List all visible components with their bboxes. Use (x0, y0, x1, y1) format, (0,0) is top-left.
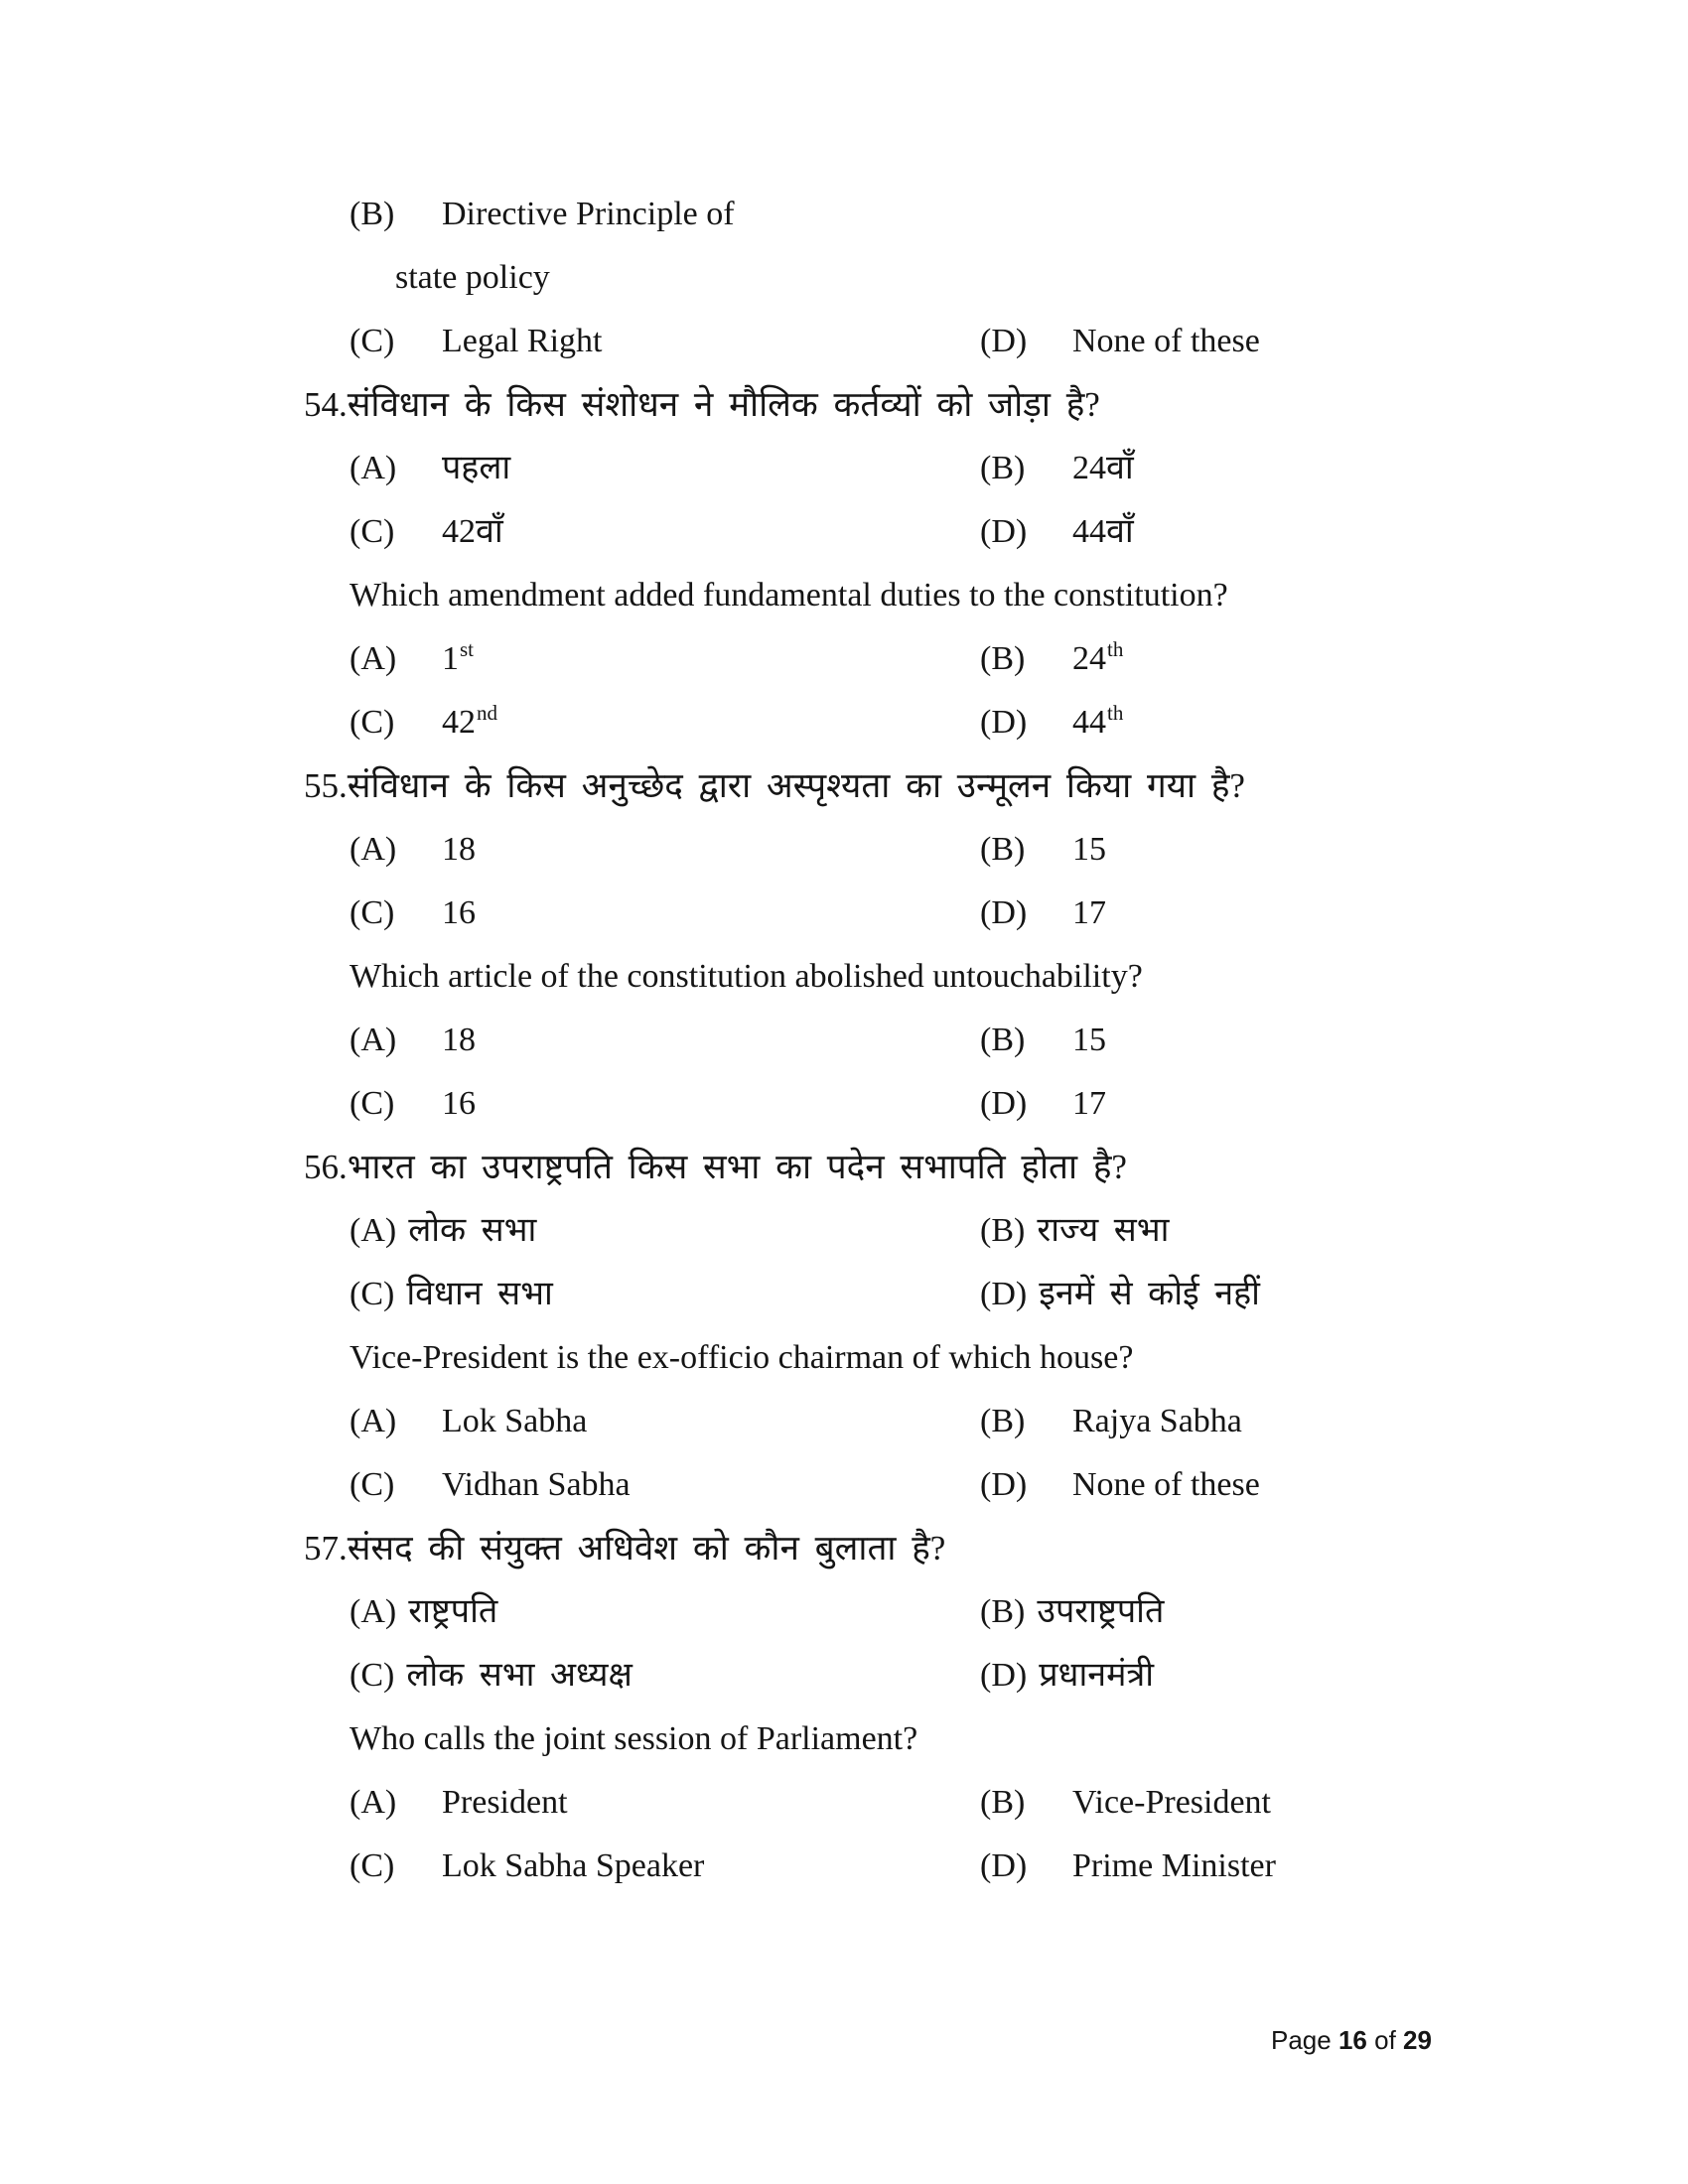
option-text: 17 (1072, 1085, 1106, 1122)
footer-total-pages: 29 (1403, 2025, 1432, 2055)
option-text (1072, 637, 1124, 677)
q56-english-option-a (350, 1403, 587, 1439)
option-letter: (B) (980, 1212, 1026, 1249)
option-letter: (B) (980, 1403, 1026, 1439)
option-text: लोक सभा (408, 1212, 537, 1249)
q55-hindi-option-c (350, 894, 476, 931)
footer-page-number: 16 (1337, 2025, 1367, 2055)
q54-hindi-option-a (350, 450, 510, 486)
option-letter: (A) (350, 1784, 397, 1821)
option-text: 18 (442, 831, 476, 868)
option-letter: (A) (350, 640, 397, 677)
q55-english-option-a (350, 1022, 476, 1058)
option-text: विधान सभा (406, 1276, 553, 1312)
option-letter: (D) (980, 323, 1028, 359)
option-letter: (D) (980, 1657, 1028, 1694)
q55-hindi-question: 55.संविधान के किस अनुच्छेद द्वारा अस्पृश्यता का उन्मूलन किया गया है? (304, 766, 1245, 805)
option-letter: (B) (980, 1593, 1026, 1630)
option-text (1072, 701, 1124, 741)
q57-hindi-option-d (980, 1657, 1154, 1694)
q56-hindi-option-b (980, 1212, 1169, 1249)
option-letter: (A) (350, 1022, 397, 1058)
option-letter: (A) (350, 831, 397, 868)
option-letter: (D) (980, 1276, 1028, 1312)
option-letter: (C) (350, 1847, 395, 1884)
option-text: None of these (1072, 1466, 1260, 1503)
option-text: 24वाँ (1072, 450, 1134, 486)
q54-english-question: Which amendment added fundamental duties to the constitution? (350, 577, 1228, 614)
option-text: 44वाँ (1072, 513, 1134, 550)
q57-english-option-c (350, 1847, 704, 1884)
option-letter: (B) (980, 450, 1026, 486)
option-letter: (B) (980, 831, 1026, 868)
option-letter: (D) (980, 513, 1028, 550)
option-letter: (A) (350, 1403, 397, 1439)
q57-english-question: Who calls the joint session of Parliament? (350, 1720, 918, 1757)
q56-hindi-option-d (980, 1276, 1260, 1312)
option-letter: (A) (350, 1593, 397, 1630)
q56-english-option-b (980, 1403, 1242, 1439)
q55-hindi-option-a (350, 831, 476, 868)
option-text: 16 (442, 1085, 476, 1122)
q56-english-option-d (980, 1466, 1260, 1503)
option-letter: (C) (350, 1657, 395, 1694)
q55-english-question: Which article of the constitution abolished untouchability? (350, 958, 1143, 995)
q57-english-option-b (980, 1784, 1271, 1821)
option-letter: (D) (980, 1466, 1028, 1503)
ordinal-suffix: th (1107, 637, 1124, 661)
option-text: 16 (442, 894, 476, 931)
option-text (442, 701, 497, 741)
page-footer (1271, 2025, 1432, 2056)
footer-of-label: of (1374, 2025, 1396, 2055)
option-text: President (442, 1784, 568, 1821)
ordinal-number: 1 (442, 640, 459, 677)
q56-hindi-question: 56.भारत का उपराष्ट्रपति किस सभा का पदेन सभापति होता है? (304, 1148, 1127, 1186)
ordinal-suffix: st (460, 637, 475, 661)
ordinal-suffix: nd (477, 701, 497, 725)
option-letter: (C) (350, 1276, 395, 1312)
option-text: 42वाँ (442, 513, 503, 550)
q54-hindi-option-c (350, 513, 503, 550)
q56-hindi-option-c (350, 1276, 553, 1312)
q56-english-option-c (350, 1466, 631, 1503)
q54-english-option-b (980, 637, 1124, 677)
q54-english-option-a (350, 637, 475, 677)
option-letter: (C) (350, 1466, 395, 1503)
option-text: राष्ट्रपति (408, 1593, 498, 1630)
option-letter: (D) (980, 894, 1028, 931)
q57-hindi-option-a (350, 1593, 497, 1630)
q56-english-question: Vice-President is the ex-officio chairman of which house? (350, 1339, 1134, 1376)
footer-page-label: Page (1271, 2025, 1332, 2055)
q54-hindi-question: 54.संविधान के किस संशोधन ने मौलिक कर्तव्यों को जोड़ा है? (304, 385, 1100, 424)
option-text: Legal Right (442, 323, 603, 359)
q55-hindi-option-d (980, 894, 1106, 931)
q55-english-option-c (350, 1085, 476, 1122)
q57-hindi-option-c (350, 1657, 633, 1694)
option-letter: (C) (350, 704, 395, 741)
option-text: 15 (1072, 831, 1106, 868)
option-text (442, 637, 475, 677)
option-text: Vidhan Sabha (442, 1466, 631, 1503)
option-text: 17 (1072, 894, 1106, 931)
q56-hindi-option-a (350, 1212, 536, 1249)
option-text: None of these (1072, 323, 1260, 359)
option-letter: (D) (980, 1847, 1028, 1884)
option-letter: (B) (980, 1022, 1026, 1058)
option-text: इनमें से कोई नहीं (1039, 1276, 1260, 1312)
q54-english-option-d (980, 701, 1124, 741)
q57-hindi-question: 57.संसद की संयुक्त अधिवेश को कौन बुलाता है? (304, 1529, 946, 1568)
option-letter: (C) (350, 323, 395, 359)
option-letter: (C) (350, 894, 395, 931)
q55-english-option-d (980, 1085, 1106, 1122)
option-text: Lok Sabha (442, 1403, 588, 1439)
option-letter: (B) (980, 1784, 1026, 1821)
ordinal-number: 24 (1072, 640, 1106, 677)
option-text: Rajya Sabha (1072, 1403, 1242, 1439)
option-letter: (D) (980, 704, 1028, 741)
option-letter: (C) (350, 513, 395, 550)
option-letter: (D) (980, 1085, 1028, 1122)
carryover-option-d (980, 323, 1260, 359)
q55-english-option-b (980, 1022, 1106, 1058)
option-text: Prime Minister (1072, 1847, 1276, 1884)
q55-hindi-option-b (980, 831, 1106, 868)
option-letter: (A) (350, 450, 397, 486)
q57-english-option-a (350, 1784, 568, 1821)
option-letter: (B) (980, 640, 1026, 677)
option-text: राज्य सभा (1037, 1212, 1170, 1249)
option-text: 18 (442, 1022, 476, 1058)
option-text: लोक सभा अध्यक्ष (406, 1657, 633, 1694)
option-text: Vice-President (1072, 1784, 1271, 1821)
option-text: प्रधानमंत्री (1039, 1657, 1155, 1694)
q54-hindi-option-d (980, 513, 1134, 550)
carryover-option-c (350, 323, 602, 359)
option-text: उपराष्ट्रपति (1037, 1593, 1165, 1630)
carryover-option-b-line2: state policy (395, 259, 550, 296)
ordinal-suffix: th (1107, 701, 1124, 725)
carryover-option-b (350, 196, 735, 232)
option-letter: (C) (350, 1085, 395, 1122)
option-letter: (B) (350, 196, 395, 232)
q54-english-option-c (350, 701, 497, 741)
option-text: Directive Principle of (442, 196, 735, 232)
q57-english-option-d (980, 1847, 1276, 1884)
option-letter: (A) (350, 1212, 397, 1249)
q54-hindi-option-b (980, 450, 1134, 486)
option-text: Lok Sabha Speaker (442, 1847, 705, 1884)
ordinal-number: 42 (442, 704, 476, 741)
option-text: पहला (442, 450, 511, 486)
ordinal-number: 44 (1072, 704, 1106, 741)
q57-hindi-option-b (980, 1593, 1164, 1630)
option-text: 15 (1072, 1022, 1106, 1058)
